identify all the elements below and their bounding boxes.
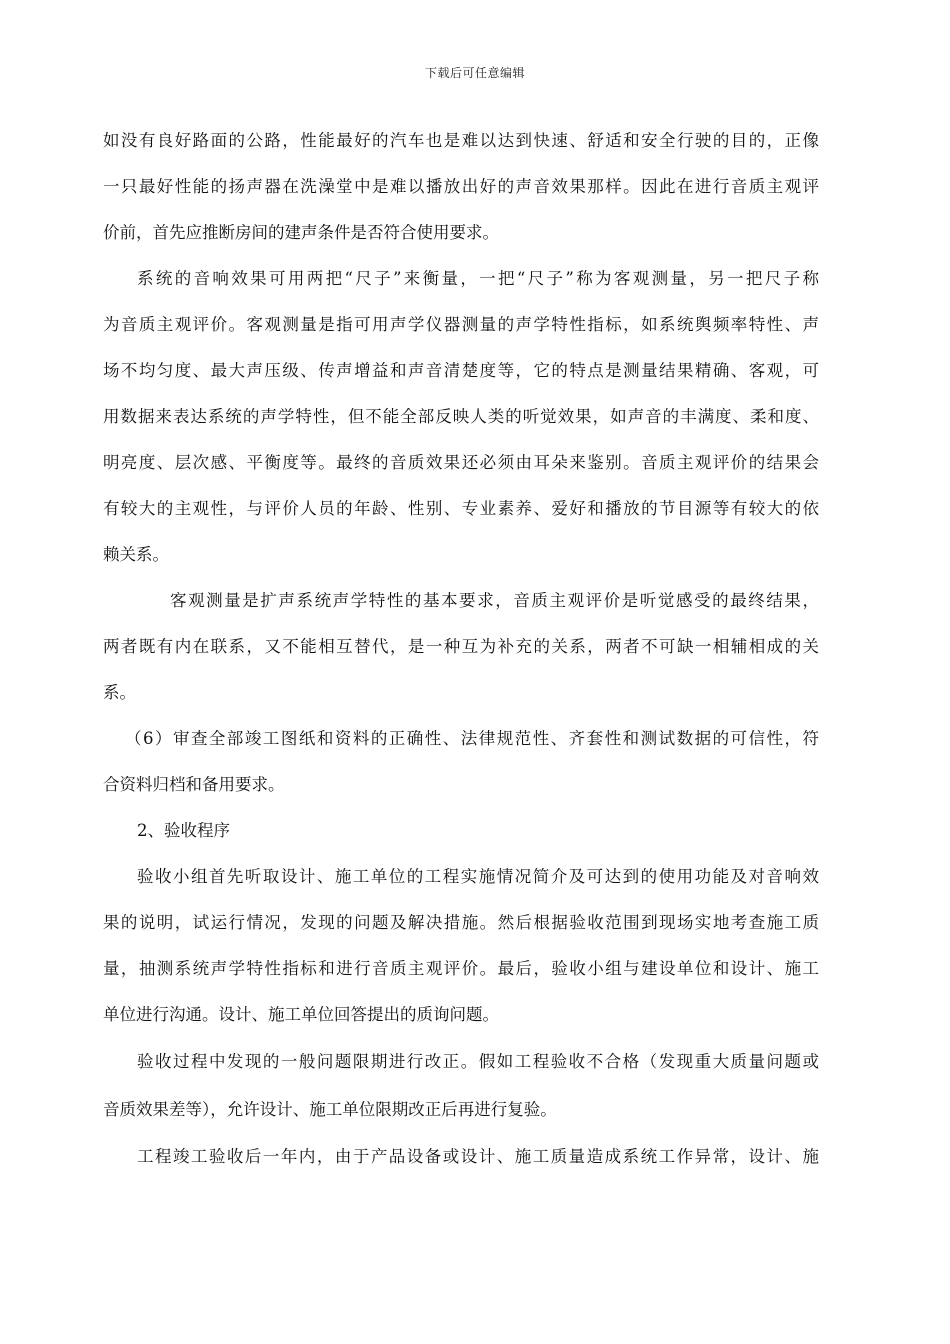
- text-line: 音质效果差等），允许设计、施工单位限期改正后再进行复验。: [103, 1100, 557, 1119]
- text-line: 用数据来表达系统的声学特性，但不能全部反映人类的听觉效果，如声音的丰满度、柔和度、: [103, 407, 819, 426]
- text-line: 一只最好性能的扬声器在洗澡堂中是难以播放出好的声音效果那样。因此在进行音质主观评: [103, 177, 819, 196]
- text-line: 有较大的主观性，与评价人员的年龄、性别、专业素养、爱好和播放的节目源等有较大的依: [103, 499, 819, 518]
- text-line: 如没有良好路面的公路，性能最好的汽车也是难以达到快速、舒适和安全行驶的目的，正像: [103, 131, 819, 150]
- document-body: [103, 118, 819, 1180]
- text-line: 果的说明，试运行情况，发现的问题及解决措施。然后根据验收范围到现场实地考查施工质: [103, 913, 819, 932]
- section-heading: 2、验收程序: [137, 821, 230, 840]
- text-line: 场不均匀度、最大声压级、传声增益和声音清楚度等，它的特点是测量结果精确、客观，可: [103, 361, 819, 380]
- page-header: 下载后可任意编辑: [424, 66, 525, 80]
- paragraph-start-line: 工程竣工验收后一年内，由于产品设备或设计、施工质量造成系统工作异常，设计、施: [137, 1147, 819, 1166]
- text-line: 量，抽测系统声学特性指标和进行音质主观评价。最后，验收小组与建设单位和设计、施工: [103, 959, 819, 978]
- paragraph-start-line: （6）审查全部竣工图纸和资料的正确性、法律规范性、齐套性和测试数据的可信性，符: [125, 729, 819, 748]
- paragraph-start-line: 客观测量是扩声系统声学特性的基本要求，音质主观评价是听觉感受的最终结果，: [170, 591, 819, 610]
- paragraph-start-line: 系统的音响效果可用两把“尺子”来衡量，一把“尺子”称为客观测量，另一把尺子称: [137, 269, 819, 288]
- text-line: 赖关系。: [103, 545, 169, 564]
- text-line: 合资料归档和备用要求。: [103, 775, 285, 794]
- paragraph-start-line: 验收小组首先听取设计、施工单位的工程实施情况简介及可达到的使用功能及对音响效: [137, 867, 819, 886]
- text-line: 系。: [103, 683, 136, 702]
- text-line: 两者既有内在联系，又不能相互替代，是一种互为补充的关系，两者不可缺一相辅相成的关: [103, 637, 819, 656]
- text-line: 明亮度、层次感、平衡度等。最终的音质效果还必须由耳朵来鉴别。音质主观评价的结果会: [103, 453, 819, 472]
- paragraph-start-line: 验收过程中发现的一般问题限期进行改正。假如工程验收不合格（发现重大质量问题或: [137, 1052, 819, 1071]
- text-line: 为音质主观评价。客观测量是指可用声学仪器测量的声学特性指标，如系统舆频率特性、声: [103, 315, 819, 334]
- text-line: 价前，首先应推断房间的建声条件是否符合使用要求。: [103, 223, 499, 242]
- text-line: 单位进行沟通。设计、施工单位回答提出的质询问题。: [103, 1005, 499, 1024]
